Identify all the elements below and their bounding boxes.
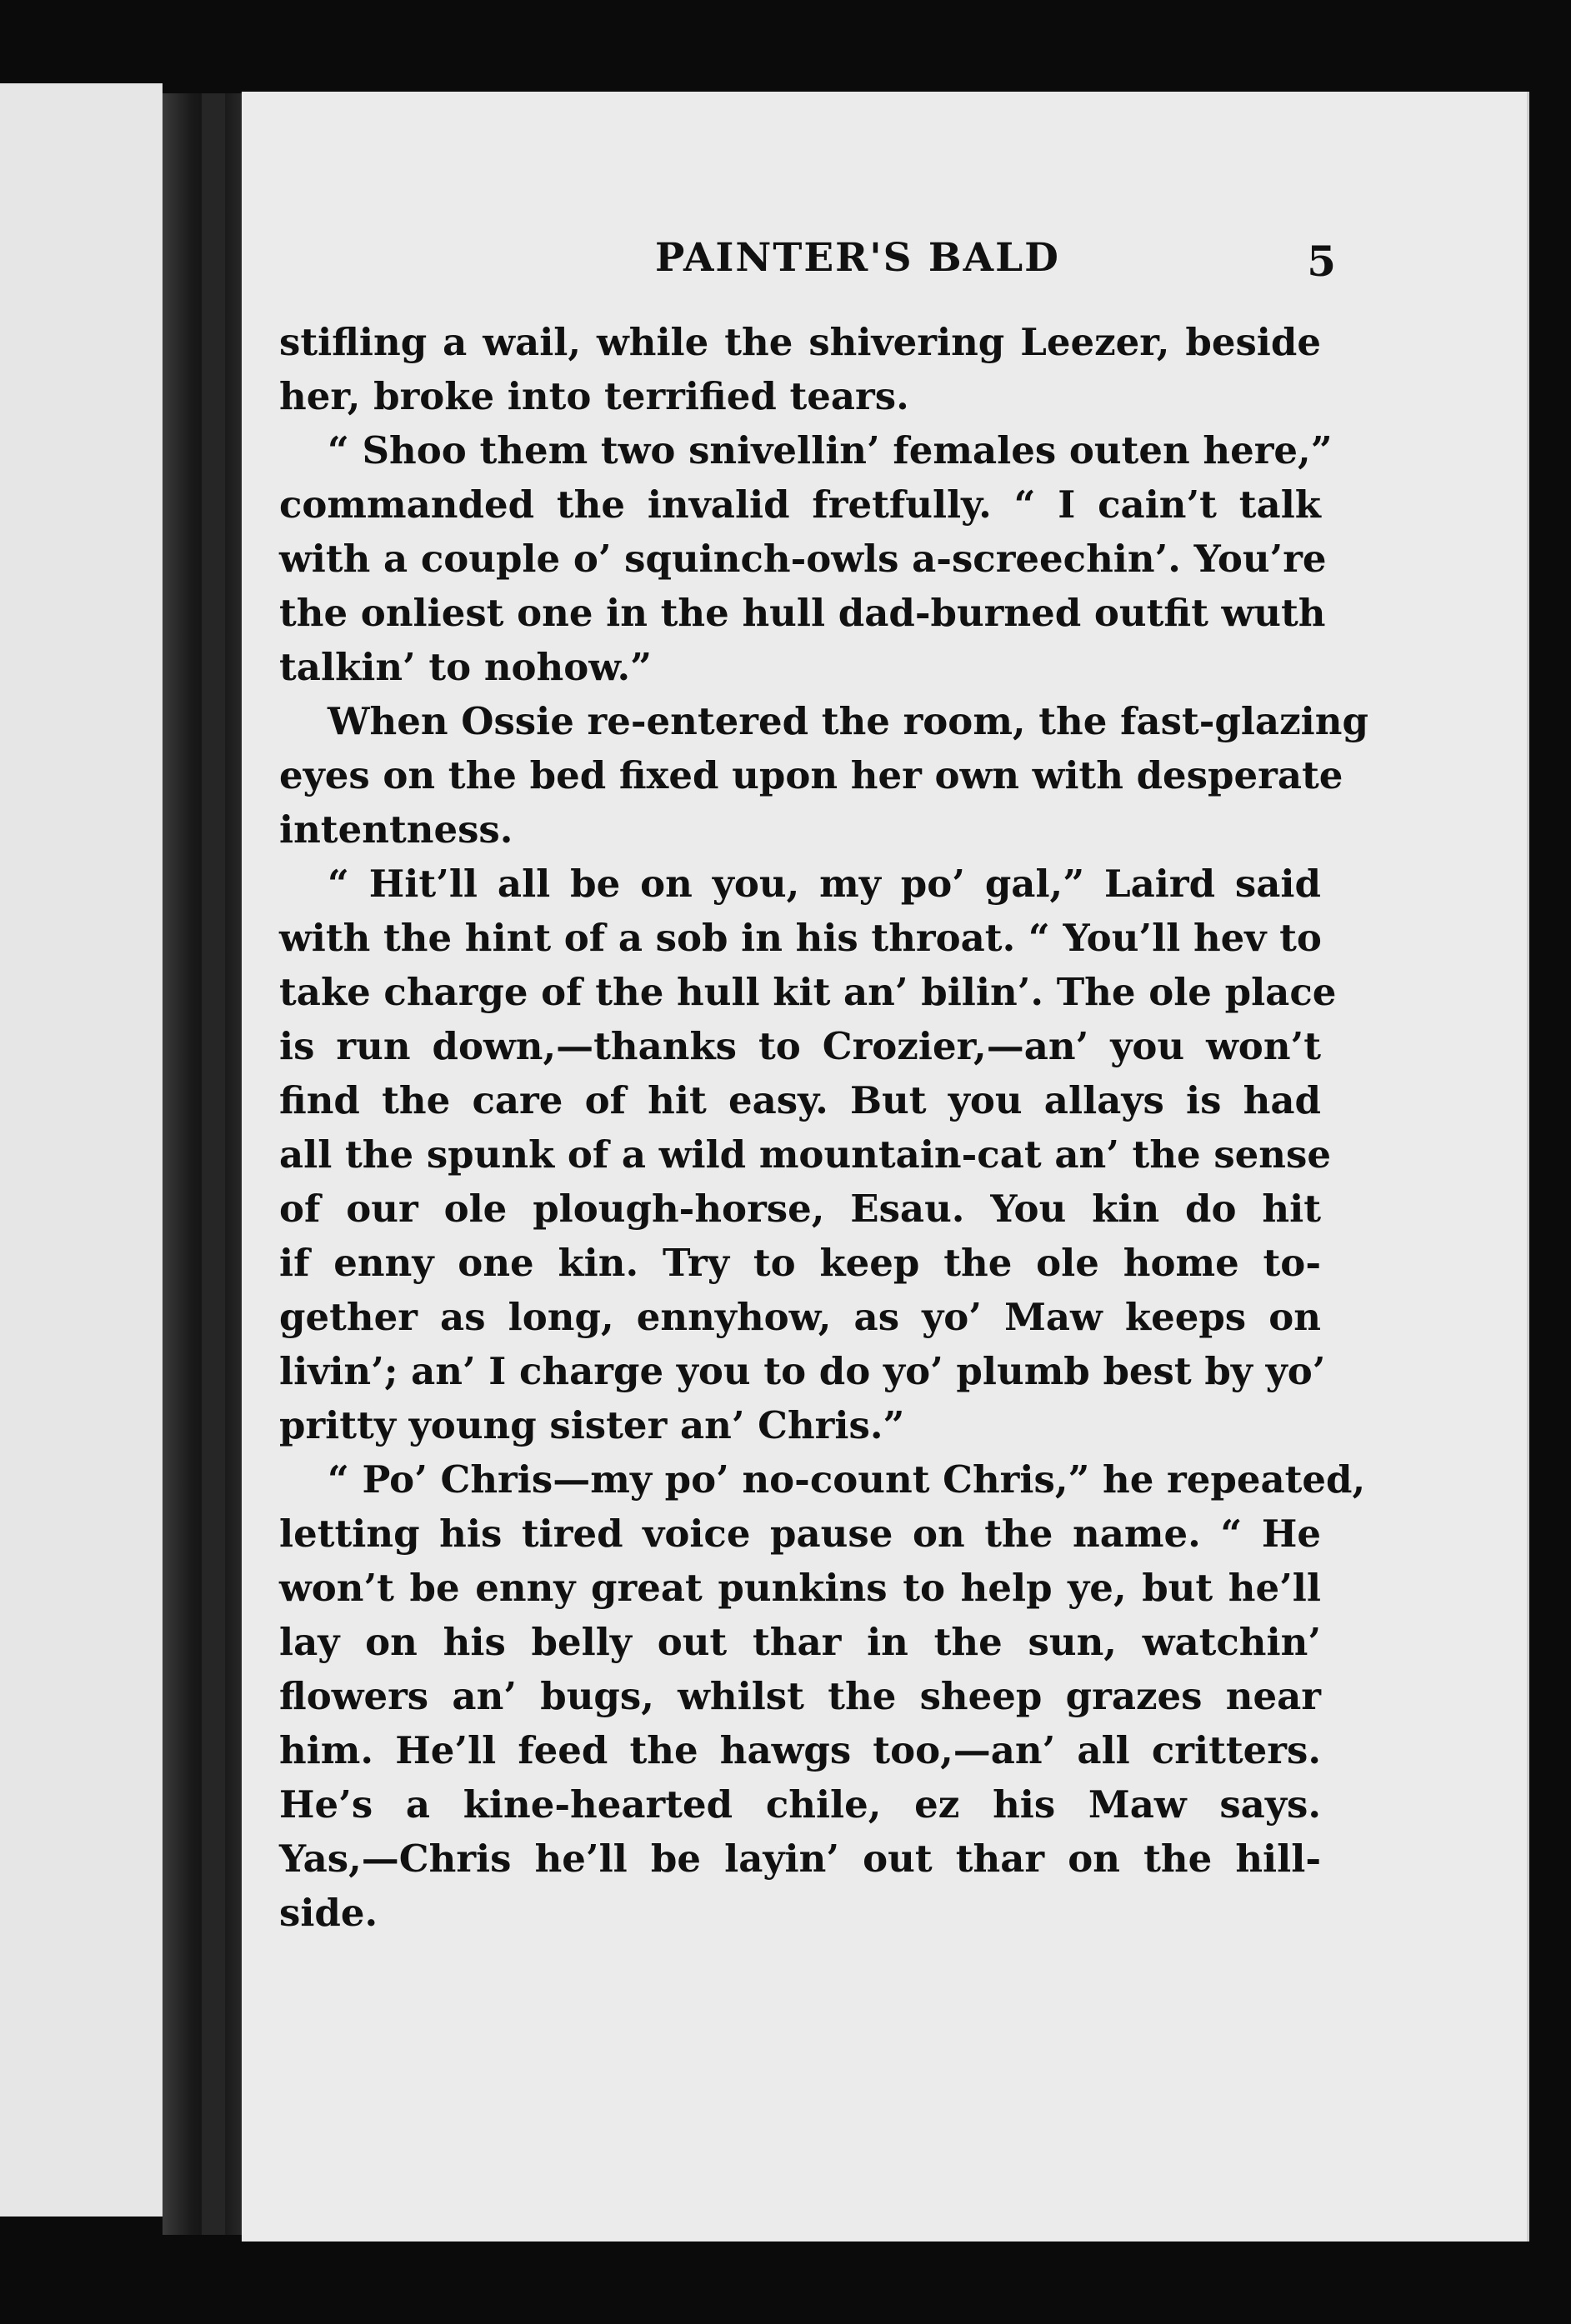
text-line: of our ole plough-horse, Esau. You kin do hit <box>279 1187 1321 1231</box>
text-line: eyes on the bed fixed upon her own with desperate <box>279 753 1343 797</box>
text-line: with a couple o’ squinch-owls a-screechin’. You’re <box>279 537 1327 581</box>
text-line: He’s a kine-hearted chile, ez his Maw says. <box>279 1782 1321 1827</box>
text-line: take charge of the hull kit an’ bilin’. The ole place <box>279 970 1337 1014</box>
text-line: gether as long, ennyhow, as yo’ Maw keeps on <box>279 1295 1321 1339</box>
text-line: lay on his belly out thar in the sun, watchin’ <box>279 1620 1321 1664</box>
text-line: intentness. <box>279 807 513 852</box>
text-line: him. He’ll feed the hawgs too,—an’ all critters. <box>279 1728 1321 1772</box>
text-line: pritty young sister an’ Chris.” <box>279 1403 905 1447</box>
text-line: letting his tired voice pause on the name. “ He <box>279 1512 1321 1556</box>
text-line: “ Shoo them two snivellin’ females outen here,” <box>328 428 1333 472</box>
text-line: When Ossie re-entered the room, the fast-glazing <box>328 699 1368 743</box>
text-line: won’t be enny great punkins to help ye, but he’ll <box>279 1566 1321 1610</box>
text-line: Yas,—Chris he’ll be layin’ out thar on the hill- <box>279 1837 1321 1881</box>
running-head: PAINTER'S BALD <box>655 235 1060 281</box>
text-line: if enny one kin. Try to keep the ole home to- <box>279 1241 1321 1285</box>
text-line: with the hint of a sob in his throat. “ You’ll hev to <box>279 916 1322 960</box>
binding-shadow <box>202 93 225 2235</box>
text-line: commanded the invalid fretfully. “ I cain’t talk <box>279 482 1321 527</box>
text-line: all the spunk of a wild mountain-cat an’ the sense <box>279 1132 1331 1177</box>
text-line: the onliest one in the hull dad-burned outfit wuth <box>279 591 1326 635</box>
text-line: find the care of hit easy. But you allays is had <box>279 1078 1321 1122</box>
text-line: stifling a wail, while the shivering Leezer, beside <box>279 320 1321 364</box>
text-line: side. <box>279 1891 378 1935</box>
page-header <box>279 235 1336 293</box>
text-line: flowers an’ bugs, whilst the sheep grazes near <box>279 1674 1321 1718</box>
facing-page-edge <box>0 83 163 2217</box>
text-line: is run down,—thanks to Crozier,—an’ you won’t <box>279 1024 1321 1068</box>
text-line: “ Po’ Chris—my po’ no-count Chris,” he repeated, <box>328 1457 1366 1502</box>
page-number: 5 <box>1307 237 1336 286</box>
text-line: her, broke into terrified tears. <box>279 374 909 418</box>
body-text <box>279 315 1368 1940</box>
text-line: talkin’ to nohow.” <box>279 645 653 689</box>
text-line: “ Hit’ll all be on you, my po’ gal,” Laird said <box>328 862 1321 906</box>
text-line: livin’; an’ I charge you to do yo’ plumb best by yo’ <box>279 1349 1326 1393</box>
